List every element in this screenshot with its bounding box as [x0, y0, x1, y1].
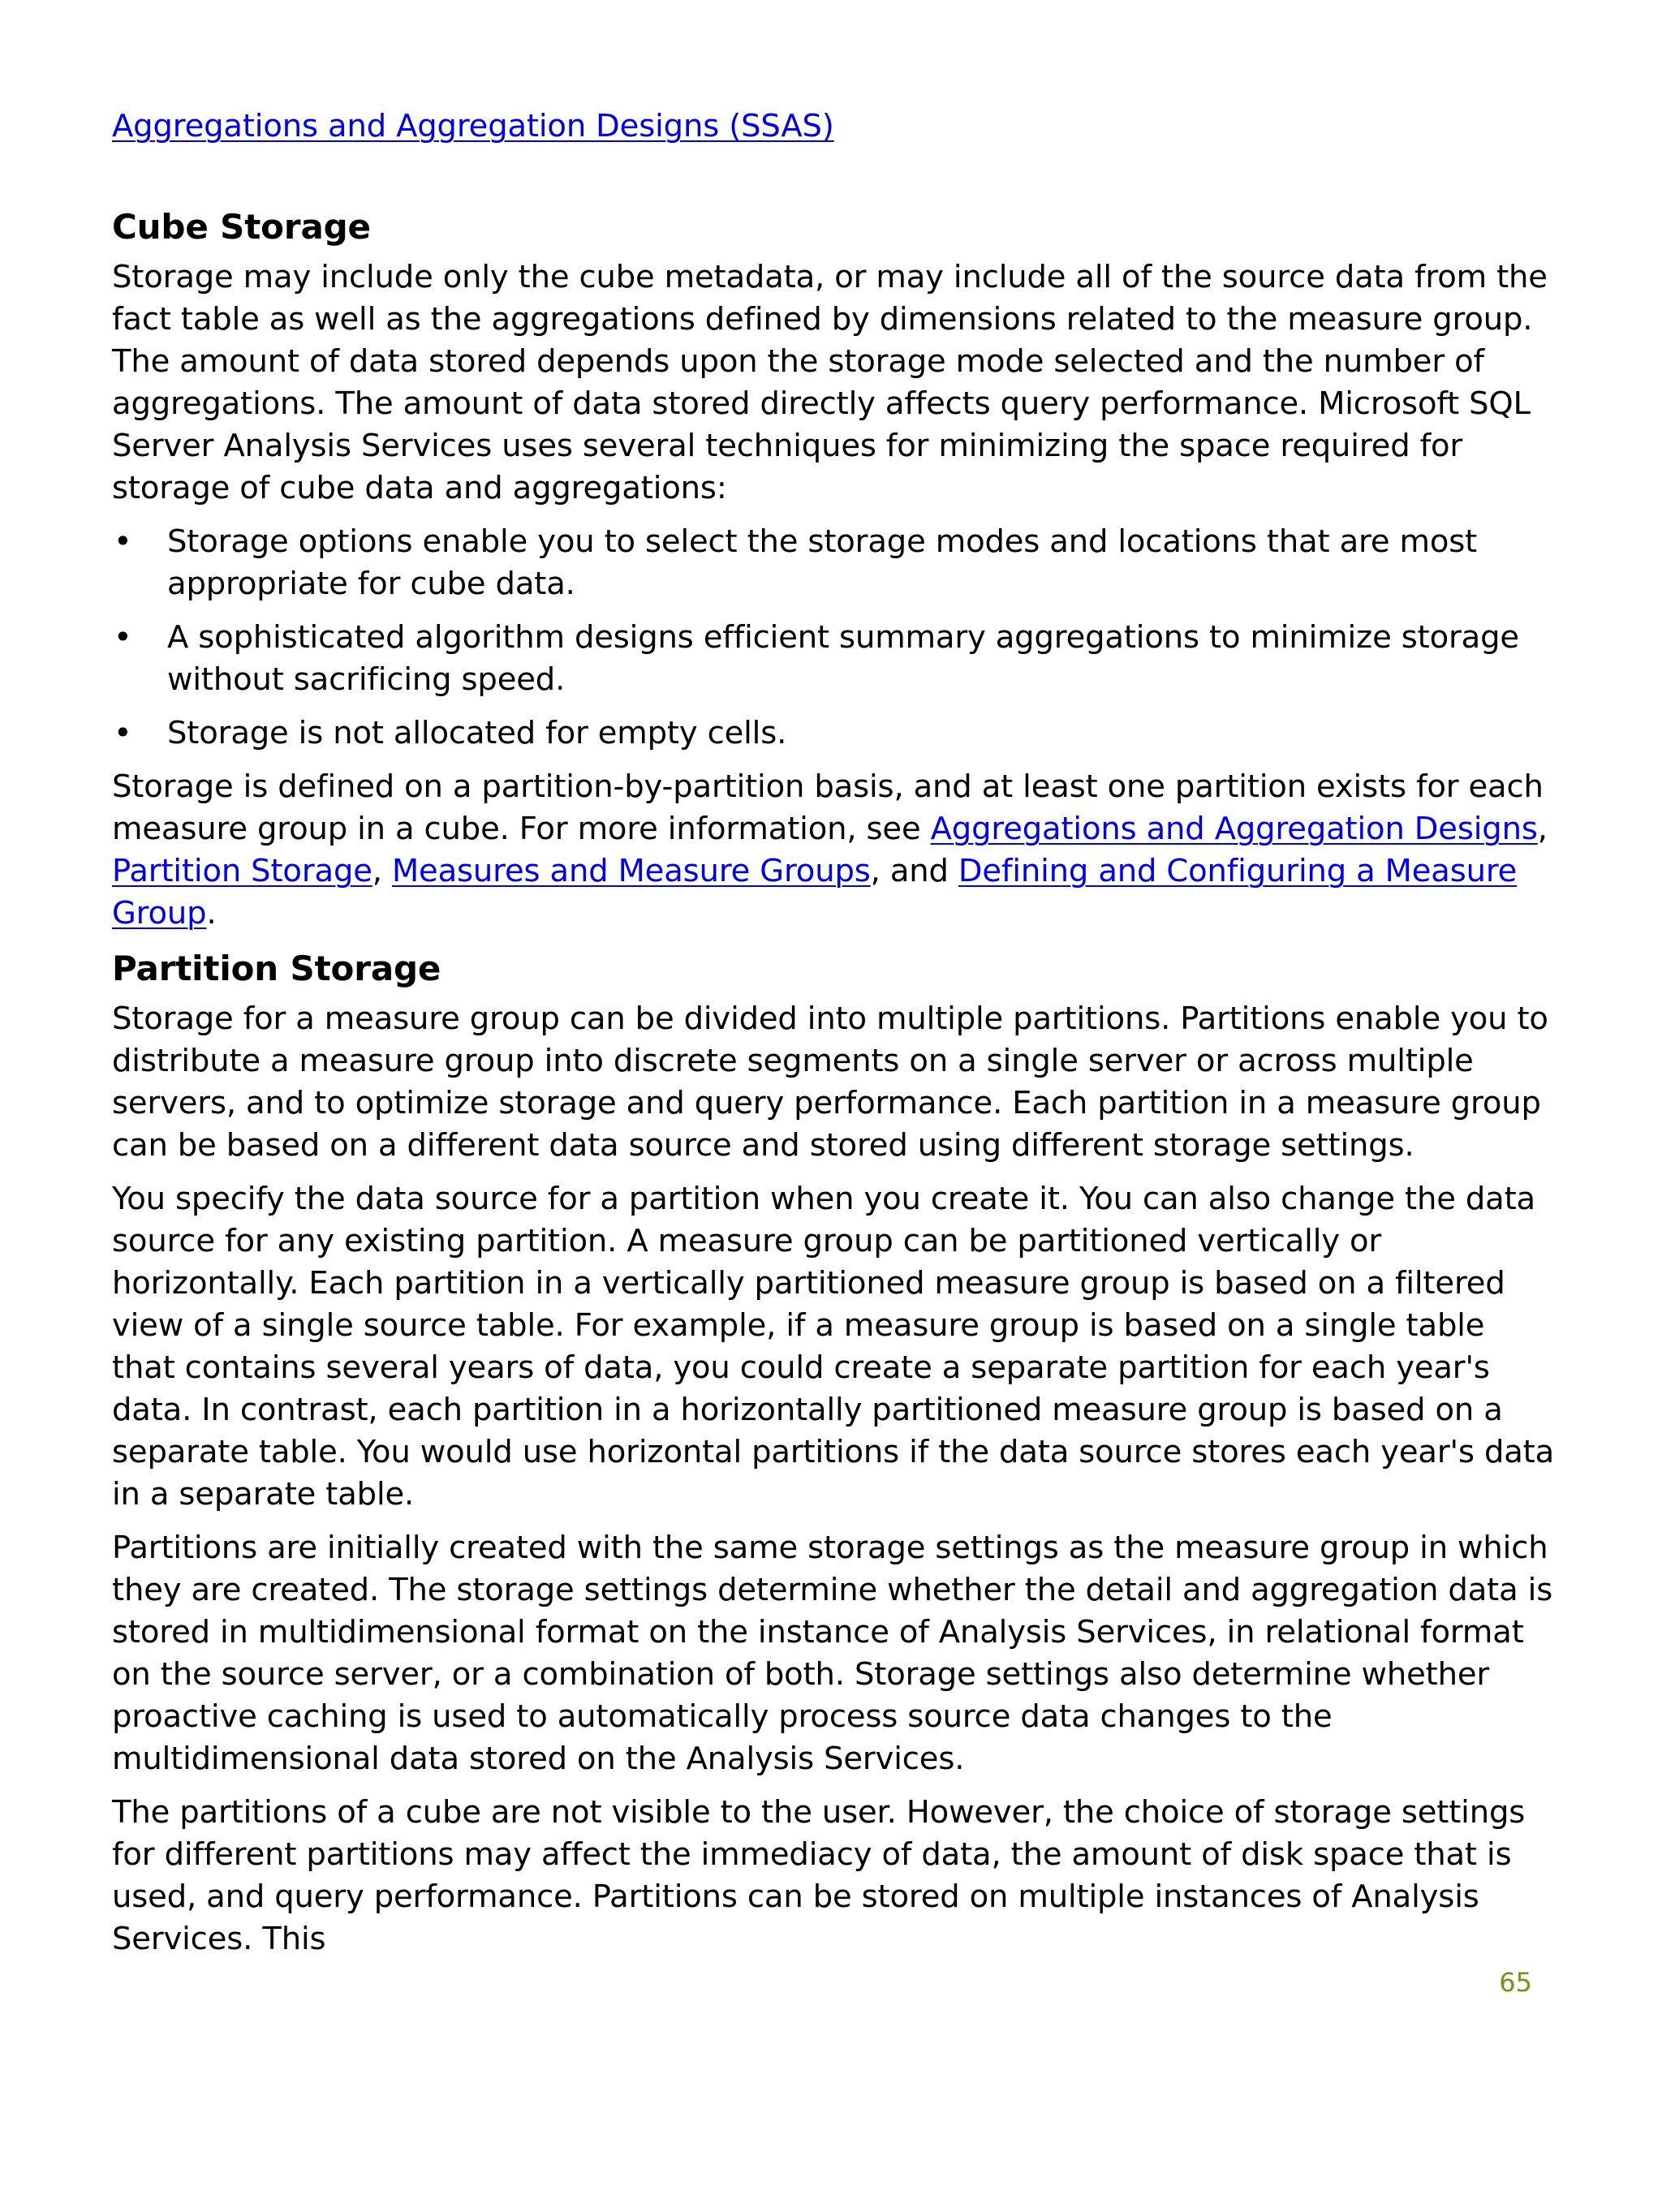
bullet-icon: •	[114, 715, 132, 751]
cube-storage-heading: Cube Storage	[112, 207, 371, 247]
cube-storage-section	[112, 204, 1557, 935]
defining-configuring-link[interactable]: Defining and Configuring a Measure Group	[112, 853, 1518, 932]
page-number: 65	[1499, 1967, 1532, 1998]
partition-paragraph-2: You specify the data source for a partition when you create it. You can also change the data source for any existing partition. A measure group can be partitioned vertically or horizontally. Each partition in a vertically partitioned measure group is based on a filtered view of a single source table. For example, if a measure group is based on a single table that contains several years of data, you could create a separate partition for each year's data. In contrast, each partition in a horizontally partitioned measure group is based on a separate table. You would use horizontal partitions if the data source stores each year's data in a separate table.	[112, 1181, 1555, 1513]
cube-storage-bullets	[112, 521, 1557, 755]
document-page	[112, 105, 1557, 1972]
separator: ,	[1537, 811, 1548, 847]
end-period: .	[206, 895, 217, 932]
cube-storage-intro: Storage may include only the cube metadata, or may include all of the source data from the fact table as well as the aggregations defined by dimensions related to the measure group. The amount of data stored depends upon the storage mode selected and the number of aggregations. The amount of data stored directly affects query performance. Microsoft SQL Server Analysis Services uses several techniques for minimizing the space required for storage of cube data and aggregations:	[112, 259, 1548, 506]
list-item-text: Storage options enable you to select the storage modes and locations that are most appropriate for cube data.	[167, 523, 1478, 602]
top-link-container	[112, 105, 1557, 148]
partition-paragraph-1: Storage for a measure group can be divided into multiple partitions. Partitions enable you to distribute a measure group into discrete segments on a single server or across multiple servers, and to optimize storage and query performance. Each partition in a measure group can be based on a different data source and stored using different storage settings.	[112, 1001, 1548, 1164]
partition-storage-section	[112, 946, 1557, 1960]
list-item-text: A sophisticated algorithm designs efficient summary aggregations to minimize storage without sacrificing speed.	[167, 619, 1519, 698]
partition-storage-heading: Partition Storage	[112, 949, 441, 988]
separator: ,	[372, 853, 392, 889]
partition-paragraph-3: Partitions are initially created with the same storage settings as the measure group in which they are created. The storage settings determine whether the detail and aggregation data is stored in multidimensional format on the instance of Analysis Services, in relational format on the source server, or a combination of both. Storage settings also determine whether proactive caching is used to automatically process source data changes to the multidimensional data stored on the Analysis Services.	[112, 1530, 1553, 1777]
aggregation-designs-link[interactable]: Aggregations and Aggregation Designs	[930, 811, 1538, 847]
list-item	[112, 521, 1557, 605]
measures-groups-link[interactable]: Measures and Measure Groups	[391, 853, 871, 889]
list-item	[112, 617, 1557, 701]
bullet-icon: •	[114, 619, 132, 656]
closing-text: Storage is defined on a partition-by-partition basis, and at least one partition exists for each measure group in a cube. For more information, see	[112, 768, 1544, 847]
separator: , and	[870, 853, 958, 889]
aggregations-link[interactable]: Aggregations and Aggregation Designs (SSAS)	[112, 108, 834, 144]
cube-storage-closing	[112, 766, 1557, 935]
list-item	[112, 712, 1557, 755]
bullet-icon: •	[114, 523, 132, 560]
partition-storage-link[interactable]: Partition Storage	[112, 853, 372, 889]
list-item-text: Storage is not allocated for empty cells.	[167, 715, 787, 751]
partition-paragraph-4: The partitions of a cube are not visible to the user. However, the choice of storage settings for different partitions may affect the immediacy of data, the amount of disk space that is used, and query performance. Partitions can be stored on multiple instances of Analysis Services. This	[112, 1794, 1526, 1957]
